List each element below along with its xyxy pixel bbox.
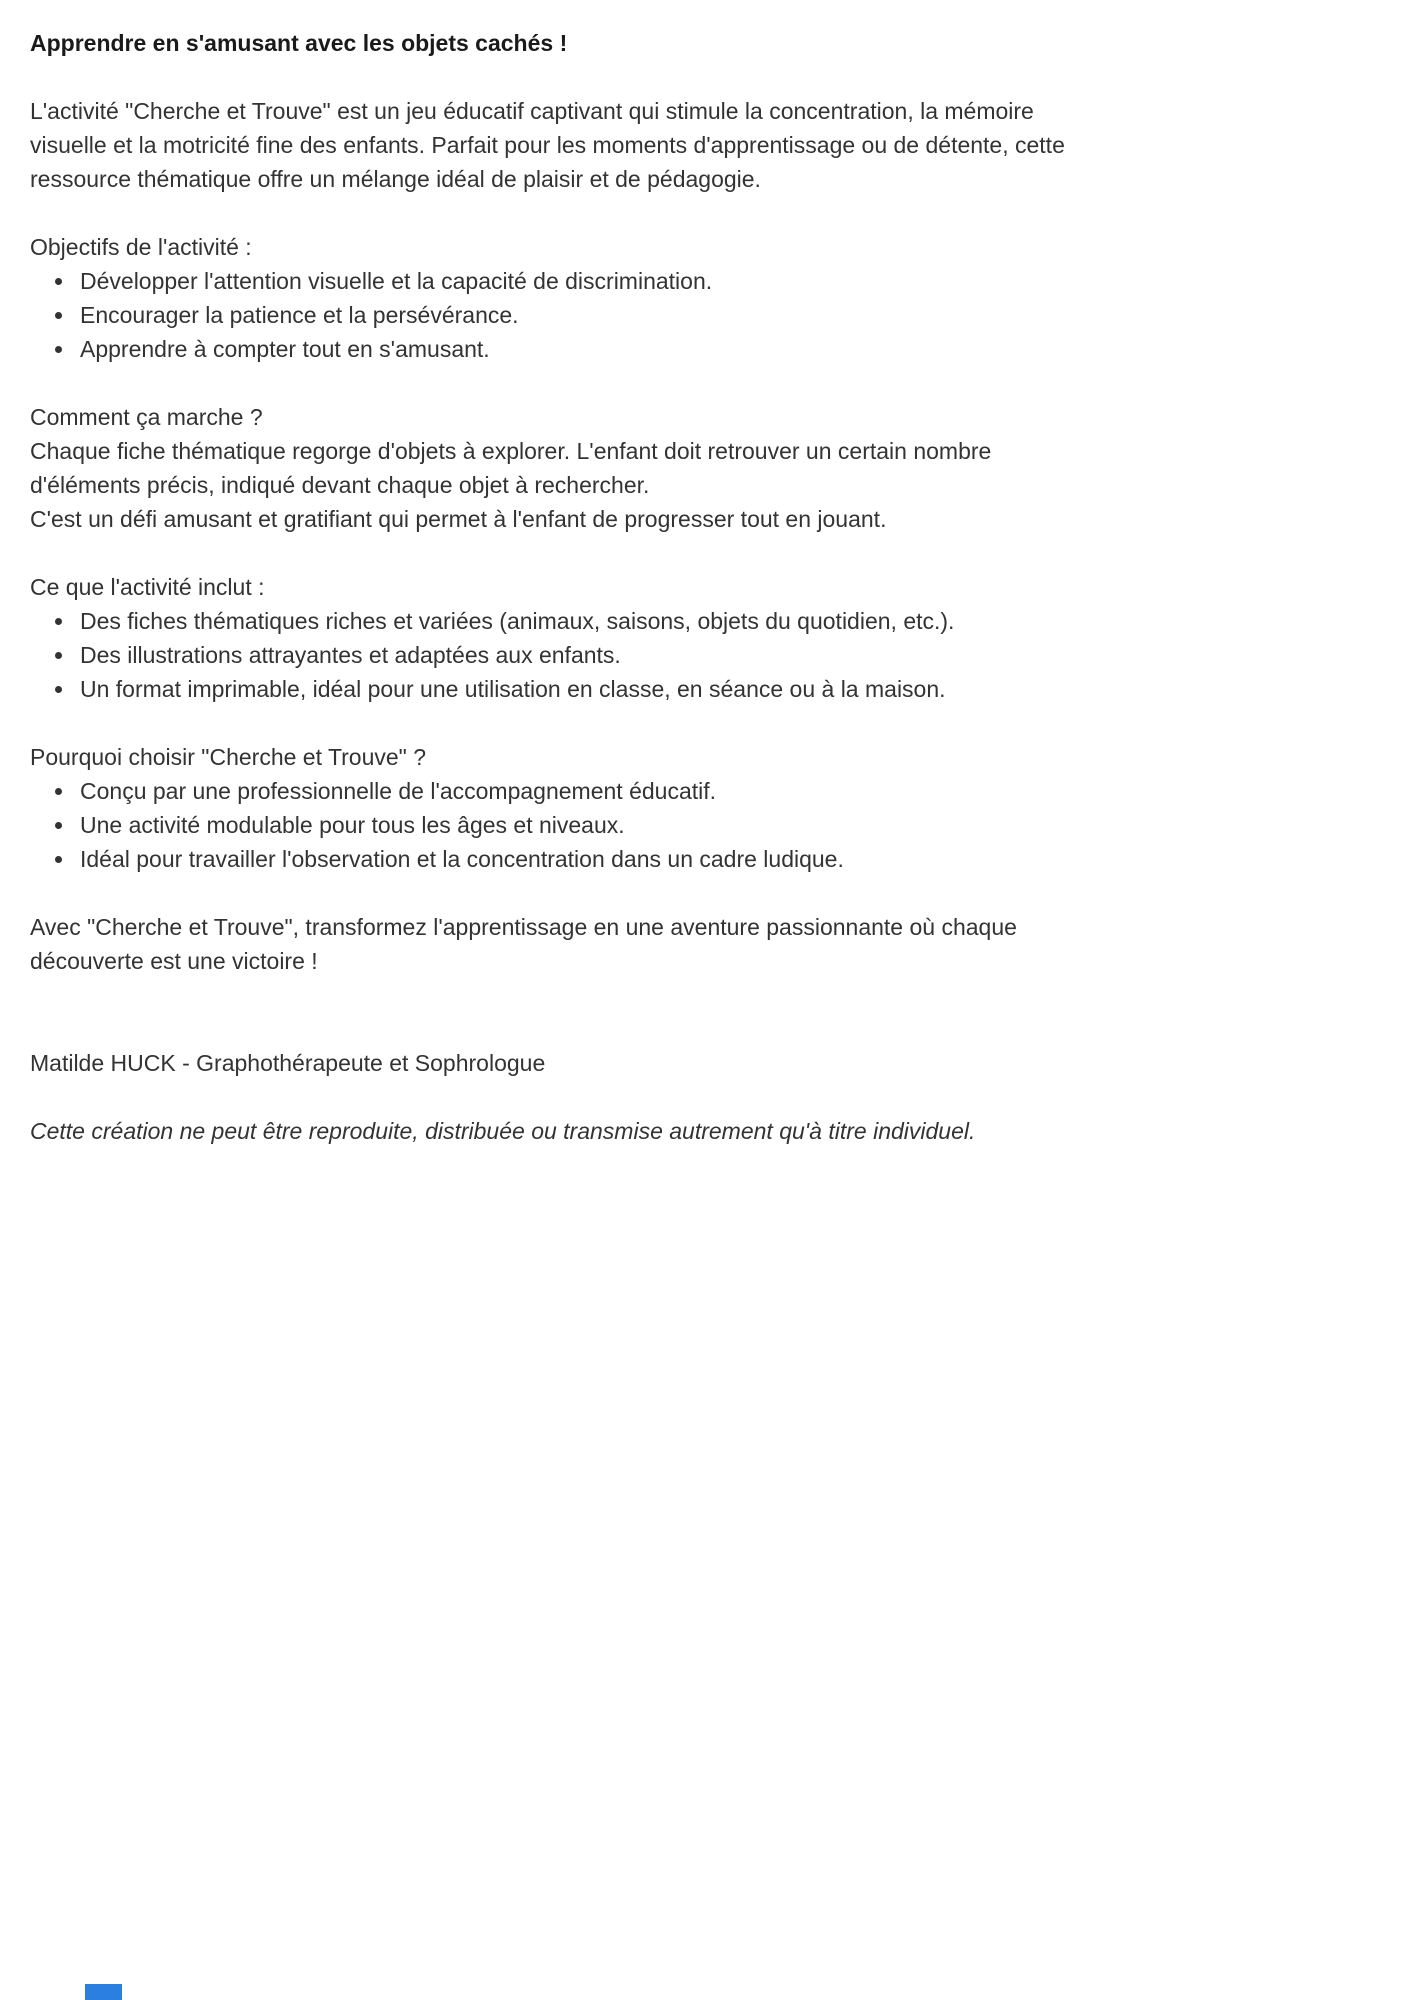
list-item: • Un format imprimable, idéal pour une utilisation en classe, en séance ou à la maison. <box>76 672 1086 706</box>
bottom-blue-element <box>85 1984 122 2000</box>
list-item: • Idéal pour travailler l'observation et la concentration dans un cadre ludique. <box>76 842 1086 876</box>
list-item: • Apprendre à compter tout en s'amusant. <box>76 332 1086 366</box>
objectives-section <box>30 230 1086 366</box>
how-it-works-paragraph: Chaque fiche thématique regorge d'objets à explorer. L'enfant doit retrouver un certain nombre d'éléments précis, indiqué devant chaque objet à rechercher. <box>30 438 992 498</box>
page-title: Apprendre en s'amusant avec les objets cachés ! <box>30 30 568 56</box>
why-choose-list <box>30 774 1086 876</box>
includes-heading: Ce que l'activité inclut : <box>30 574 265 600</box>
how-it-works-section <box>30 400 1086 536</box>
list-item: • Encourager la patience et la persévérance. <box>76 298 1086 332</box>
includes-section <box>30 570 1086 706</box>
license-note: Cette création ne peut être reproduite, distribuée ou transmise autrement qu'à titre individuel. <box>30 1118 976 1144</box>
list-item: • Des fiches thématiques riches et variées (animaux, saisons, objets du quotidien, etc.). <box>76 604 1086 638</box>
why-choose-section <box>30 740 1086 876</box>
document-content <box>0 0 1116 1148</box>
includes-list <box>30 604 1086 706</box>
objectives-list <box>30 264 1086 366</box>
why-choose-heading: Pourquoi choisir "Cherche et Trouve" ? <box>30 744 427 770</box>
objectives-heading: Objectifs de l'activité : <box>30 234 252 260</box>
closing-paragraph: Avec "Cherche et Trouve", transformez l'apprentissage en une aventure passionnante où chaque découverte est une victoire ! <box>30 914 1017 974</box>
list-item: • Une activité modulable pour tous les âges et niveaux. <box>76 808 1086 842</box>
list-item: • Des illustrations attrayantes et adaptées aux enfants. <box>76 638 1086 672</box>
how-it-works-paragraph-2: C'est un défi amusant et gratifiant qui permet à l'enfant de progresser tout en jouant. <box>30 506 887 532</box>
intro-paragraph: L'activité "Cherche et Trouve" est un jeu éducatif captivant qui stimule la concentration, la mémoire visuelle et la motricité fine des enfants. Parfait pour les moments d'apprentissage ou de détente, cette ressource thématique offre un mélange idéal de plaisir et de pédagogie. <box>30 98 1065 192</box>
list-item: • Développer l'attention visuelle et la capacité de discrimination. <box>76 264 1086 298</box>
how-it-works-heading: Comment ça marche ? <box>30 404 263 430</box>
list-item: • Conçu par une professionnelle de l'accompagnement éducatif. <box>76 774 1086 808</box>
author-line: Matilde HUCK - Graphothérapeute et Sophrologue <box>30 1050 546 1076</box>
